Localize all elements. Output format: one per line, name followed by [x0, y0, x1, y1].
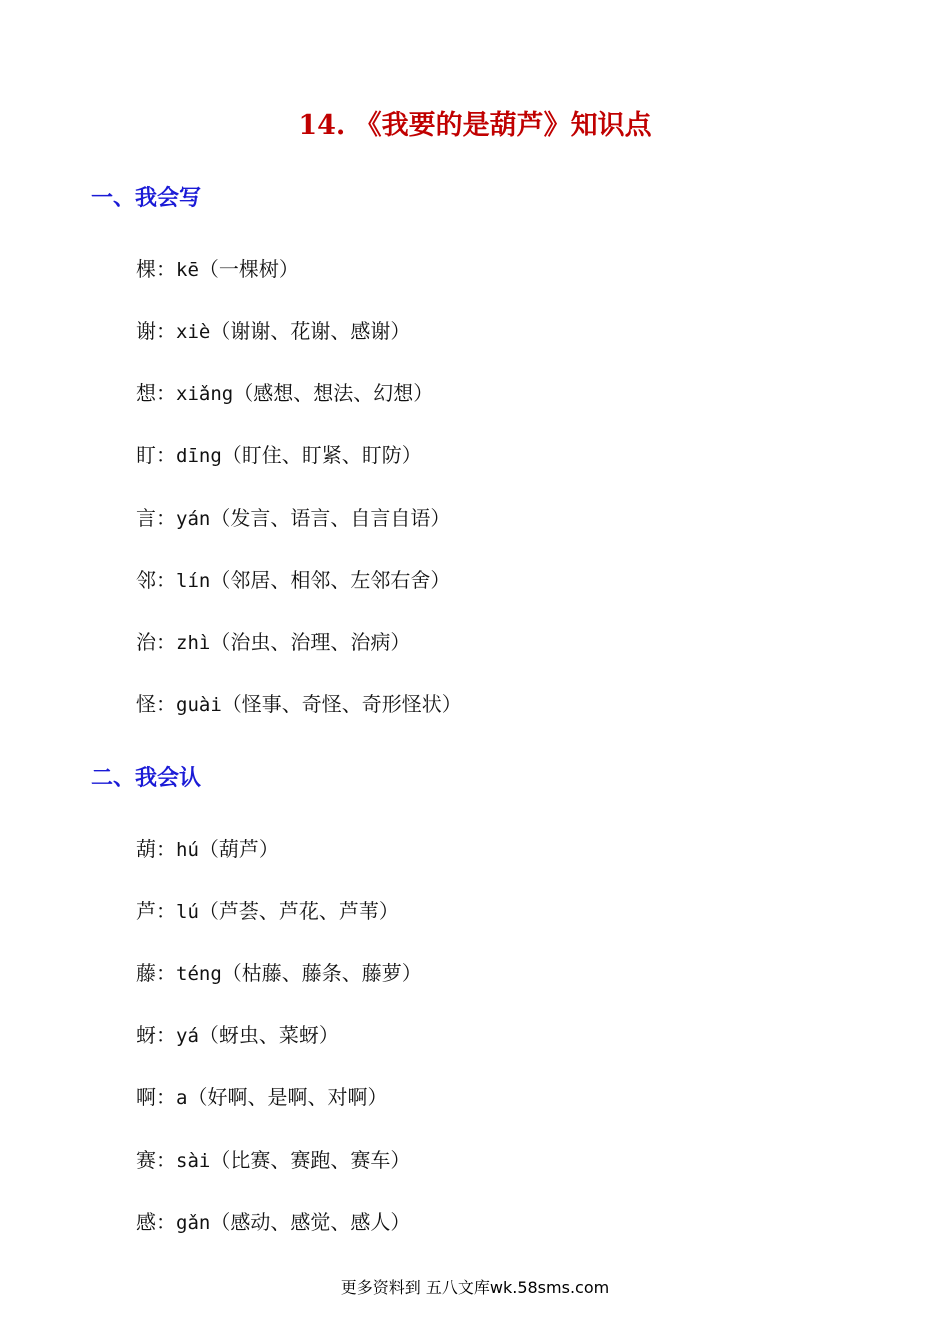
- list-item: [136, 316, 410, 347]
- section-heading-write: 一、我会写: [91, 185, 202, 211]
- entry-colon: ：: [156, 899, 176, 923]
- entry-words: （芦荟、芦花、芦苇）: [198, 899, 399, 923]
- entry-pinyin: yán: [176, 508, 211, 530]
- entry-pinyin: yá: [176, 1025, 199, 1047]
- entry-char: 谢: [136, 319, 156, 343]
- entry-pinyin: dīng: [176, 445, 222, 467]
- entry-words: （葫芦）: [198, 837, 279, 861]
- entry-words: （谢谢、花谢、感谢）: [210, 319, 411, 343]
- entry-words: （蚜虫、菜蚜）: [198, 1023, 339, 1047]
- entry-pinyin: sài: [176, 1150, 211, 1172]
- entry-char: 棵: [136, 257, 156, 281]
- entry-words: （比赛、赛跑、赛车）: [210, 1148, 411, 1172]
- list-item: [136, 1207, 410, 1238]
- footer-watermark: 更多资料到 五八文库wk.58sms.com: [340, 1278, 610, 1297]
- entry-pinyin: guài: [176, 694, 222, 716]
- entry-colon: ：: [156, 1023, 176, 1047]
- entry-char: 芦: [136, 899, 156, 923]
- entry-colon: ：: [156, 381, 176, 405]
- entry-pinyin: lú: [176, 901, 199, 923]
- list-item: [136, 958, 422, 989]
- entry-words: （邻居、相邻、左邻右舍）: [210, 568, 451, 592]
- entry-colon: ：: [156, 443, 176, 467]
- entry-colon: ：: [156, 1210, 176, 1234]
- entry-colon: ：: [156, 319, 176, 343]
- page-title: 14. 《我要的是葫芦》知识点: [298, 110, 652, 141]
- entry-colon: ：: [156, 506, 176, 530]
- list-item: [136, 254, 299, 285]
- entry-colon: ：: [156, 1148, 176, 1172]
- list-item: [136, 689, 462, 720]
- section-heading-recognize: 二、我会认: [91, 765, 202, 791]
- list-item: [136, 503, 450, 534]
- entry-pinyin: xiǎng: [176, 383, 234, 405]
- list-item: [136, 1020, 339, 1051]
- entry-char: 治: [136, 630, 156, 654]
- entry-pinyin: téng: [176, 963, 222, 985]
- entry-colon: ：: [156, 961, 176, 985]
- entry-pinyin: zhì: [176, 632, 211, 654]
- list-item: [136, 834, 279, 865]
- entry-char: 怪: [136, 692, 156, 716]
- list-item: [136, 1145, 410, 1176]
- list-item: [136, 896, 399, 927]
- list-item: [136, 378, 433, 409]
- entry-words: （怪事、奇怪、奇形怪状）: [221, 692, 462, 716]
- entry-colon: ：: [156, 630, 176, 654]
- entry-words: （发言、语言、自言自语）: [210, 506, 451, 530]
- entry-words: （枯藤、藤条、藤萝）: [221, 961, 422, 985]
- entry-pinyin: kē: [176, 259, 199, 281]
- entry-colon: ：: [156, 692, 176, 716]
- entry-char: 邻: [136, 568, 156, 592]
- entry-words: （盯住、盯紧、盯防）: [221, 443, 422, 467]
- entry-char: 盯: [136, 443, 156, 467]
- entry-char: 想: [136, 381, 156, 405]
- entry-pinyin: a: [176, 1087, 188, 1109]
- entry-colon: ：: [156, 837, 176, 861]
- entry-words: （一棵树）: [198, 257, 299, 281]
- entry-words: （好啊、是啊、对啊）: [187, 1085, 388, 1109]
- entry-words: （治虫、治理、治病）: [210, 630, 411, 654]
- entry-pinyin: gǎn: [176, 1212, 211, 1234]
- entry-pinyin: hú: [176, 839, 199, 861]
- entry-char: 赛: [136, 1148, 156, 1172]
- entry-char: 啊: [136, 1085, 156, 1109]
- entry-colon: ：: [156, 568, 176, 592]
- entry-words: （感想、想法、幻想）: [233, 381, 434, 405]
- entry-pinyin: xiè: [176, 321, 211, 343]
- list-item: [136, 565, 450, 596]
- entry-words: （感动、感觉、感人）: [210, 1210, 411, 1234]
- list-item: [136, 1082, 387, 1113]
- entry-char: 感: [136, 1210, 156, 1234]
- entry-char: 藤: [136, 961, 156, 985]
- entry-char: 葫: [136, 837, 156, 861]
- entry-pinyin: lín: [176, 570, 211, 592]
- entry-colon: ：: [156, 1085, 176, 1109]
- entry-char: 言: [136, 506, 156, 530]
- list-item: [136, 627, 410, 658]
- entry-char: 蚜: [136, 1023, 156, 1047]
- entry-colon: ：: [156, 257, 176, 281]
- list-item: [136, 440, 422, 471]
